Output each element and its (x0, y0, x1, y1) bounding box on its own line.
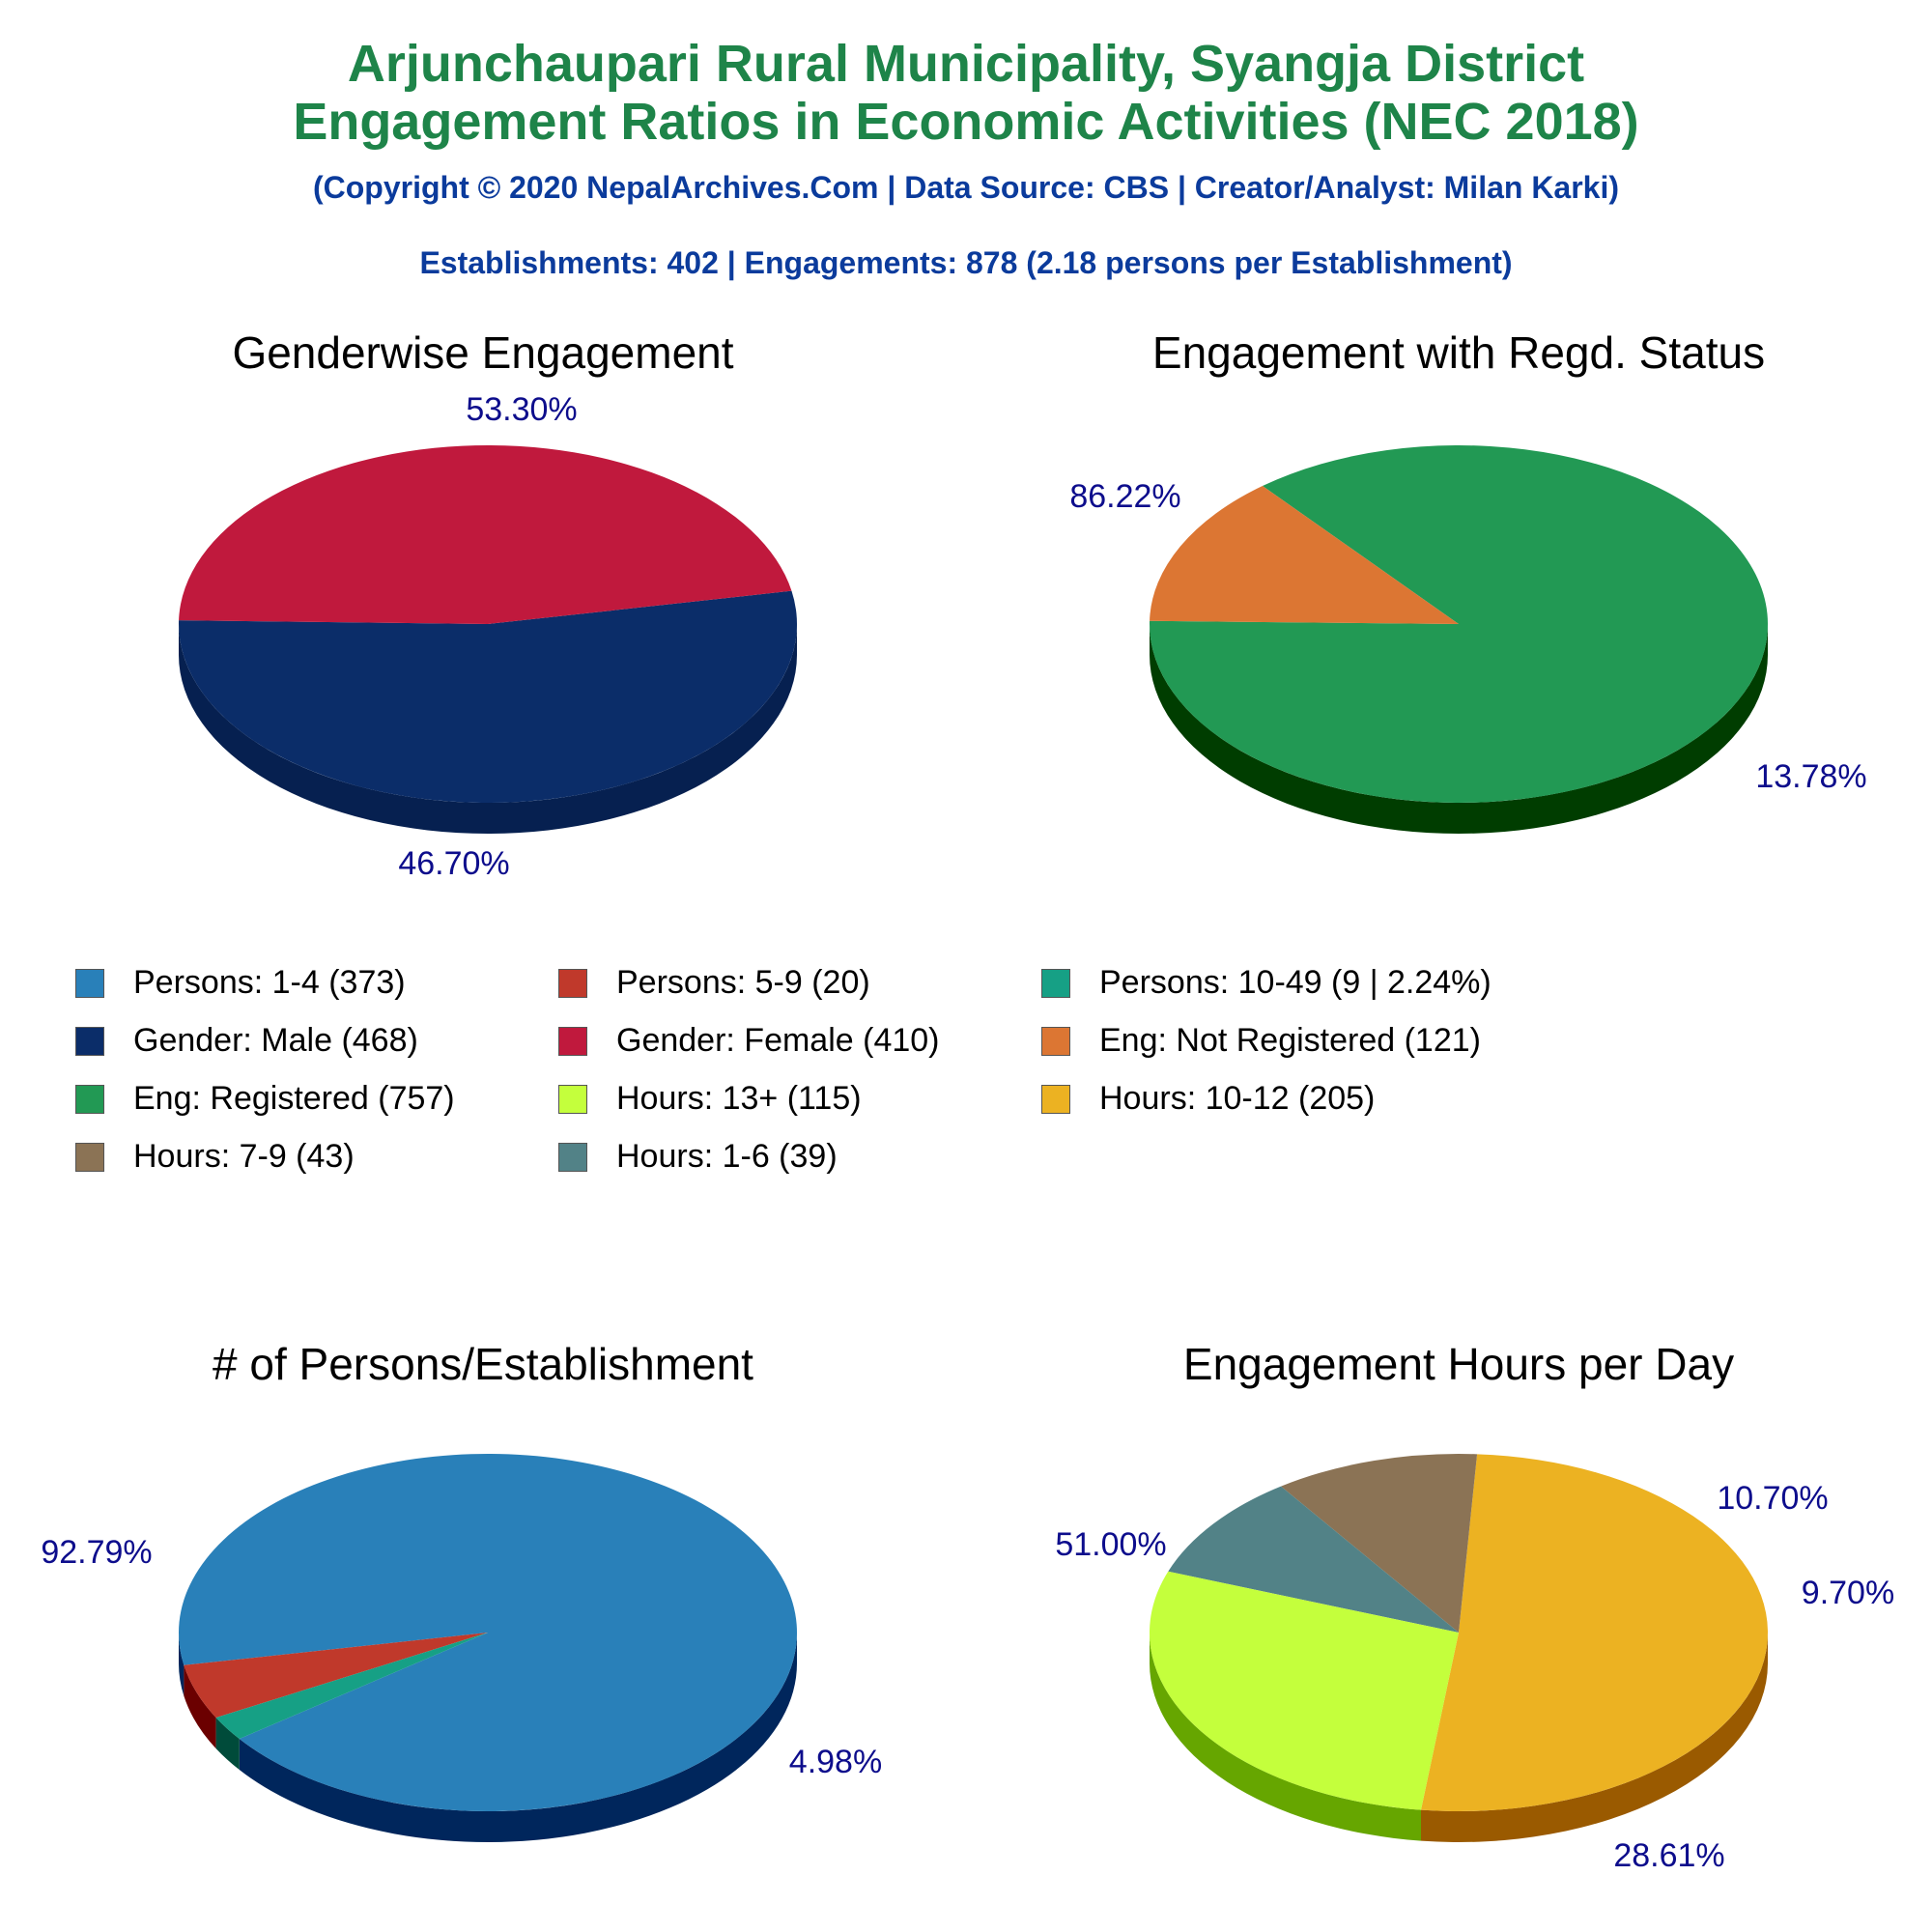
pie-data-label: 9.70% (1801, 1575, 1895, 1611)
legend-label: Persons: 5-9 (20) (616, 964, 870, 1001)
legend-label: Persons: 1-4 (373) (133, 964, 406, 1001)
pie-data-label: 10.70% (1717, 1480, 1829, 1517)
legend-label: Hours: 7-9 (43) (133, 1138, 355, 1175)
legend-label: Persons: 10-49 (9 | 2.24%) (1099, 964, 1492, 1001)
pie-chart-1 (1069, 445, 1866, 834)
pie-data-label: 13.78% (1755, 758, 1867, 795)
pie-title-gender: Genderwise Engagement (232, 327, 734, 378)
legend-label: Hours: 1-6 (39) (616, 1138, 838, 1175)
pie-data-label: 53.30% (466, 391, 578, 428)
legend-label: Gender: Female (410) (616, 1022, 940, 1059)
pie-chart-0 (179, 391, 797, 882)
pie-title-hours: Engagement Hours per Day (1182, 1339, 1735, 1389)
pie-data-label: 86.22% (1069, 478, 1181, 515)
pie-slice (179, 445, 791, 624)
pie-data-label: 28.61% (1613, 1837, 1725, 1874)
legend-label: Eng: Not Registered (121) (1099, 1022, 1481, 1059)
pie-chart-3 (1055, 1454, 1894, 1874)
pie-data-label: 92.79% (41, 1534, 153, 1571)
pie-data-label: 4.98% (788, 1744, 883, 1780)
chart-title-line-1: Arjunchaupari Rural Municipality, Syangja District (347, 35, 1585, 93)
pie-chart-2 (41, 1454, 882, 1842)
copyright-subtitle: (Copyright © 2020 NepalArchives.Com | Data Source: CBS | Creator/Analyst: Milan Karki) (312, 170, 1620, 205)
summary-line: Establishments: 402 | Engagements: 878 (2.18 persons per Establishment) (419, 245, 1513, 280)
pie-title-registration: Engagement with Regd. Status (1151, 327, 1766, 378)
legend-label: Hours: 13+ (115) (616, 1080, 862, 1117)
pie-data-label: 51.00% (1055, 1526, 1167, 1563)
chart-title-line-2: Engagement Ratios in Economic Activities (NEC 2018) (293, 93, 1639, 151)
legend-label: Gender: Male (468) (133, 1022, 418, 1059)
pie-data-label: 46.70% (398, 845, 510, 882)
legend-label: Hours: 10-12 (205) (1099, 1080, 1376, 1117)
pie-title-persons: # of Persons/Establishment (213, 1339, 753, 1389)
legend-label: Eng: Registered (757) (133, 1080, 455, 1117)
